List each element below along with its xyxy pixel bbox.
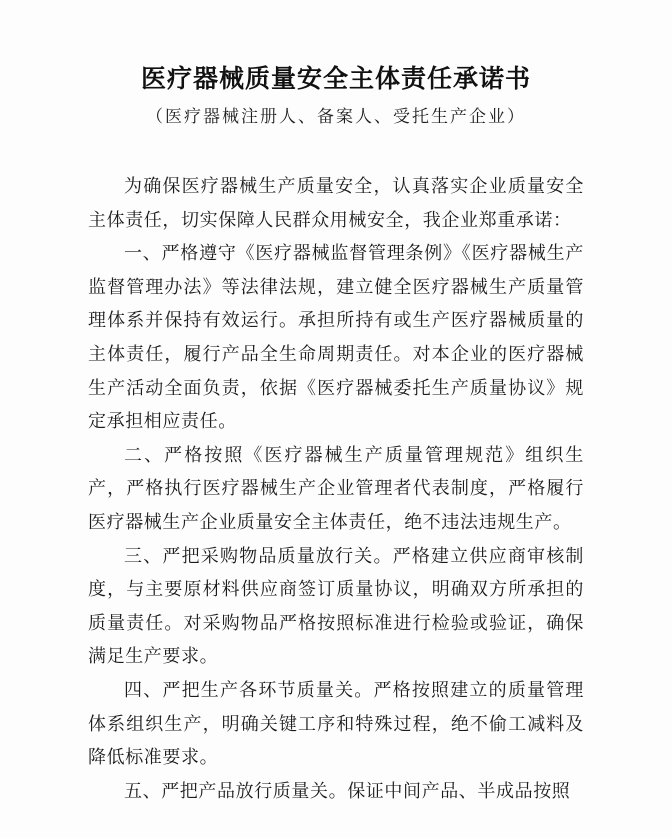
- paragraph-commitment-3: 三、严把采购物品质量放行关。严格建立供应商审核制度，与主要原材料供应商签订质量协议，明确双方所承担的质量责任。对采购物品严格按照标准进行检验或验证，确保满足生产要求。: [88, 545, 584, 668]
- paragraph-commitment-2: 二、严格按照《医疗器械生产质量管理规范》组织生产，严格执行医疗器械生产企业管理者代表制度，严格履行医疗器械生产企业质量安全主体责任，绝不违法违规生产。: [88, 444, 584, 533]
- paragraph-intro: 为确保医疗器械生产质量安全，认真落实企业质量安全主体责任，切实保障人民群众用械安全，我企业郑重承诺：: [88, 176, 584, 231]
- document-subtitle: （医疗器械注册人、备案人、受托生产企业）: [146, 107, 526, 127]
- paragraph-commitment-5: 五、严把产品放行质量关。保证中间产品、半成品按照: [124, 780, 571, 802]
- paragraph-commitment-1: 一、严格遵守《医疗器械监督管理条例》《医疗器械生产监督管理办法》等法律法规，建立健全医疗器械生产质量管理体系并保持有效运行。承担所持有或生产医疗器械质量的主体责任，履行产品全生命周期责任。对本企业的医疗器械生产活动全面负责，依据《医疗器械委托生产质量协议》规定承担相应责任。: [88, 243, 584, 433]
- paragraph-commitment-4: 四、严把生产各环节质量关。严格按照建立的质量管理体系组织生产，明确关键工序和特殊过程，绝不偷工减料及降低标准要求。: [88, 679, 584, 769]
- document-title: 医疗器械质量安全主体责任承诺书: [140, 64, 531, 93]
- document-body: [88, 170, 584, 808]
